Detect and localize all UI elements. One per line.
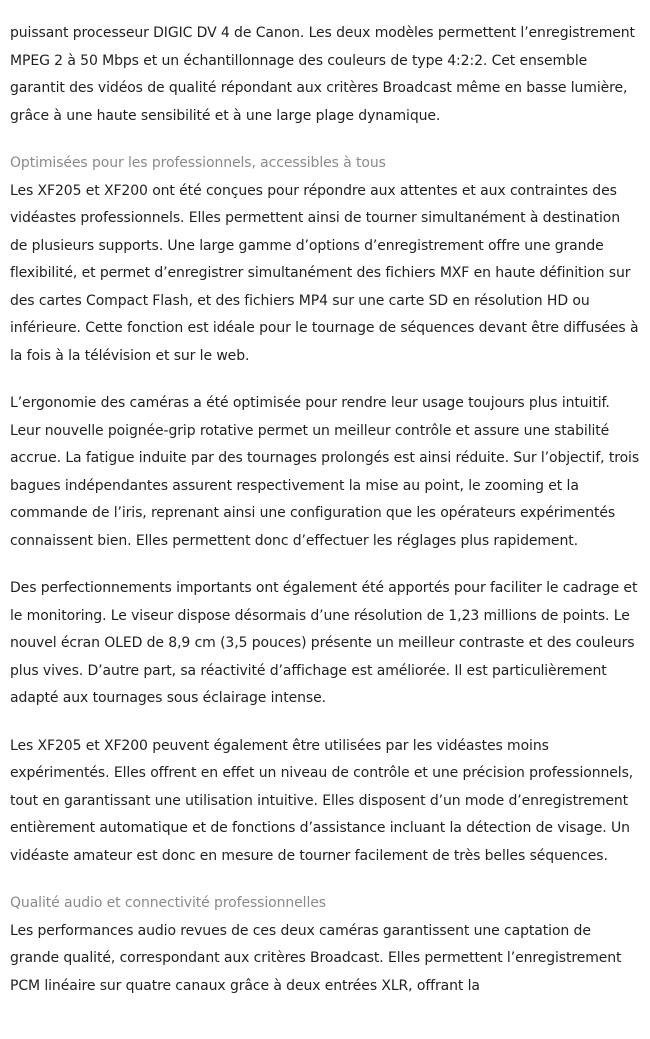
paragraph-ease-of-use: Les XF205 et XF200 peuvent également être utilisées par les vidéastes moins expérimentés. Elles offrent en effet un niveau de contrôle et une précision professionnels, tout en garantissant une utilisation intuitive. Elles disposent d’un mode d’enregistrement entièrement automatique et de fonctions d’assistance incluant la détection de visage. Un vidéaste amateur est donc en mesure de tourner facilement de très belles séquences. — [10, 737, 634, 864]
paragraph-viewfinder-monitoring: Des perfectionnements importants ont également été apportés pour faciliter le cadrage et le monitoring. Le viseur dispose désormais d’une résolution de 1,23 millions de points. Le nouvel écran OLED de 8,9 cm (3,5 pouces) présente un meilleur contraste et des couleurs plus vives. D’autre part, sa réactivité d’affichage est améliorée. Il est particulièrement adapté aux tournages sous éclairage intense. — [10, 580, 638, 706]
section-heading-audio-connectivity: Qualité audio et connectivité professionnelles — [10, 895, 326, 911]
section-heading-professionals: Optimisées pour les professionnels, accessibles à tous — [10, 155, 386, 171]
intro-paragraph: puissant processeur DIGIC DV 4 de Canon. Les deux modèles permettent l’enregistrement MPEG 2 à 50 Mbps et un échantillonnage des couleurs de type 4:2:2. Cet ensemble garantit des vidéos de qualité répondant aux critères Broadcast même en basse lumière, grâce à une haute sensibilité et à une large plage dynamique. — [10, 25, 635, 124]
paragraph-audio: Les performances audio revues de ces deux caméras garantissent une captation de grande qualité, correspondant aux critères Broadcast. Elles permettent l’enregistrement PCM linéaire sur quatre canaux grâce à deux entrées XLR, offrant la — [10, 922, 622, 994]
paragraph-ergonomics: L’ergonomie des caméras a été optimisée pour rendre leur usage toujours plus intuitif. Leur nouvelle poignée-grip rotative permet un meilleur contrôle et assure une stabilité accrue. La fatigue induite par des tournages prolongés est ainsi réduite. Sur l’objectif, trois bagues indépendantes assurent respectivement la mise au point, le zooming et la commande de l’iris, reprenant ainsi une configuration que les opérateurs expérimentés connaissent bien. Elles permettent donc d’effectuer les réglages plus rapidement. — [10, 395, 640, 549]
paragraph-recording-options: Les XF205 et XF200 ont été conçues pour répondre aux attentes et aux contraintes des vidéastes professionnels. Elles permettent ainsi de tourner simultanément à destination de plusieurs supports. Une large gamme d’options d’enregistrement offre une grande flexibilité, et permet d’enregistrer simultanément des fichiers MXF en haute définition sur des cartes Compact Flash, et des fichiers MP4 sur une carte SD en résolution HD ou inférieure. Cette fonction est idéale pour le tournage de séquences devant être diffusées à la fois à la télévision et sur le web. — [10, 182, 639, 364]
